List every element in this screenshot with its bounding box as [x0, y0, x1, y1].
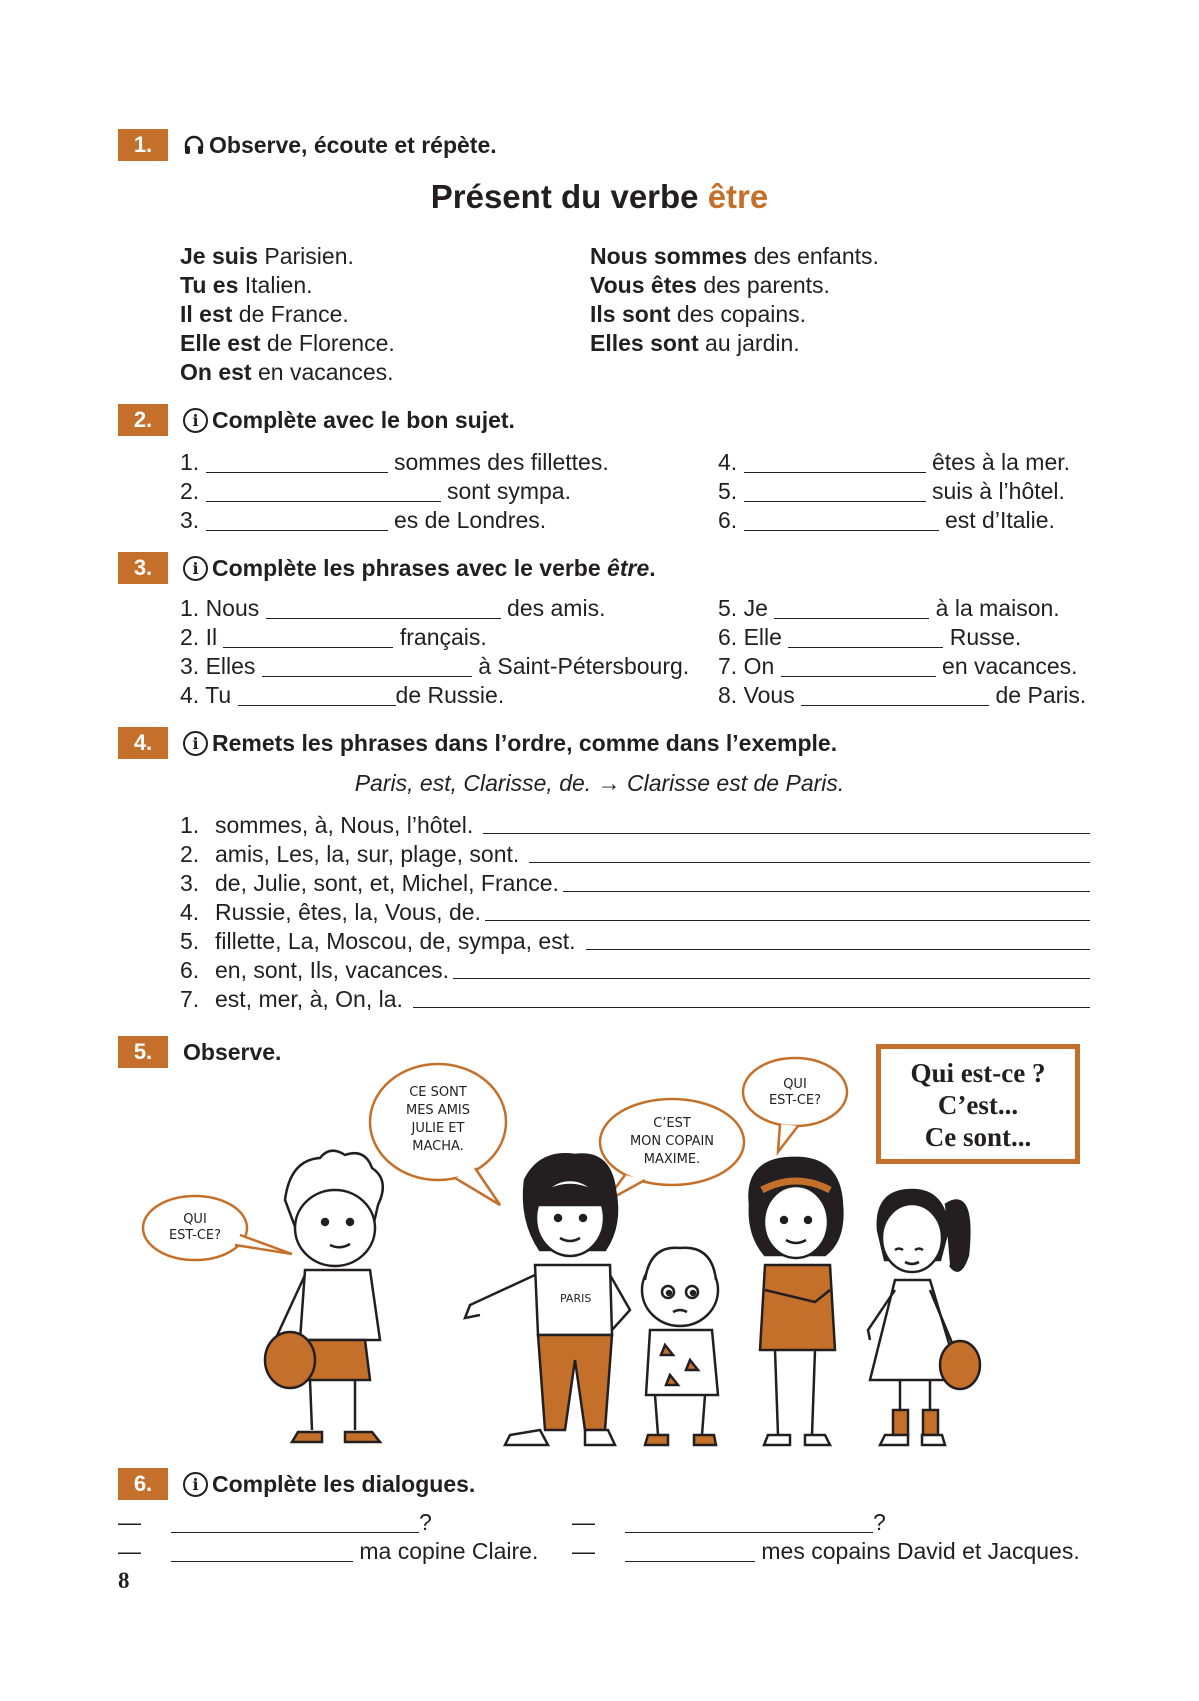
- info-icon: i: [183, 1472, 208, 1497]
- exercise-4-item: 7. est, mer, à, On, la.: [180, 985, 1090, 1014]
- conjugation-line: Ils sont des copains.: [590, 301, 807, 327]
- exercise-3-item: 1. Nous des amis.: [180, 595, 606, 621]
- children-illustration: [0, 1040, 1199, 1460]
- exercise-3-item: 6. Elle Russe.: [718, 624, 1022, 650]
- exercise-4-item: 5. fillette, La, Moscou, de, sympa, est.: [180, 927, 1090, 956]
- answer-blank[interactable]: [774, 596, 929, 619]
- conjugation-line: Je suis Parisien.: [180, 243, 354, 269]
- conjugation-plural: [590, 242, 879, 358]
- svg-text:MON COPAIN: MON COPAIN: [629, 1134, 715, 1149]
- info-icon: i: [183, 731, 208, 756]
- exercise-3-instruction: i Complète les phrases avec le verbe être.: [183, 552, 656, 584]
- speech-bubble-2: [370, 1064, 506, 1205]
- conjugation-line: Elles sont au jardin.: [590, 330, 800, 356]
- exercise-3-item: 4. Tu de Russie.: [180, 682, 505, 708]
- conjugation-singular: [180, 242, 395, 387]
- svg-text:C’EST: C’EST: [653, 1116, 691, 1131]
- info-icon: i: [183, 556, 208, 581]
- exercise-4-item: 2. amis, Les, la, sur, plage, sont.: [180, 840, 1090, 869]
- dialogue-line: — ?: [572, 1509, 886, 1535]
- answer-blank[interactable]: [206, 450, 388, 473]
- conjugation-line: Tu es Italien.: [180, 272, 313, 298]
- answer-blank[interactable]: [413, 985, 1090, 1008]
- answer-blank[interactable]: [586, 927, 1091, 950]
- conjugation-line: Elle est de Florence.: [180, 330, 395, 356]
- answer-blank[interactable]: [744, 479, 926, 502]
- title-prefix: Présent du verbe: [430, 178, 708, 215]
- exercise-3-item: 7. On en vacances.: [718, 653, 1078, 679]
- info-icon: i: [183, 408, 208, 433]
- exercise-3-item: 8. Vous de Paris.: [718, 682, 1087, 708]
- svg-text:MACHA.: MACHA.: [412, 1139, 464, 1154]
- title-verb: être: [707, 178, 769, 215]
- answer-blank[interactable]: [223, 625, 393, 648]
- svg-text:QUI: QUI: [783, 1077, 807, 1092]
- speech-bubble-3: [600, 1099, 744, 1202]
- answer-blank[interactable]: [625, 1539, 755, 1562]
- exercise-4-item: 1. sommes, à, Nous, l’hôtel.: [180, 811, 1090, 840]
- answer-blank[interactable]: [453, 956, 1090, 979]
- exercise-3-item: 2. Il français.: [180, 624, 487, 650]
- answer-blank[interactable]: [744, 508, 939, 531]
- exercise-number-4: 4.: [118, 727, 168, 759]
- exercise-2-item: 3. es de Londres.: [180, 507, 547, 533]
- exercise-number-5: 5.: [118, 1036, 168, 1068]
- child-small-boy: [642, 1248, 718, 1445]
- conjugation-line: Il est de France.: [180, 301, 349, 327]
- dialogue-line: — ?: [118, 1509, 432, 1535]
- exercise-2-item: 4. êtes à la mer.: [718, 449, 1071, 475]
- answer-blank[interactable]: [781, 654, 936, 677]
- exercise-3-item: 3. Elles à Saint-Pétersbourg.: [180, 653, 690, 679]
- exercise-6-instruction: i Complète les dialogues.: [183, 1468, 475, 1500]
- exercise-number-6: 6.: [118, 1468, 168, 1500]
- dialogue-line: — mes copains David et Jacques.: [572, 1538, 1080, 1564]
- svg-text:MES AMIS: MES AMIS: [405, 1103, 471, 1118]
- answer-blank[interactable]: [529, 840, 1090, 863]
- svg-text:JULIE ET: JULIE ET: [411, 1121, 465, 1136]
- exercise-2-item: 2. sont sympa.: [180, 478, 571, 504]
- exercise-number-2: 2.: [118, 404, 168, 436]
- exercise-2-item: 1. sommes des fillettes.: [180, 449, 609, 475]
- exercise-number-3: 3.: [118, 552, 168, 584]
- child-boy-with-bag: [265, 1151, 383, 1442]
- svg-text:EST-CE?: EST-CE?: [768, 1093, 822, 1108]
- answer-blank[interactable]: [262, 654, 472, 677]
- svg-text:CE SONT: CE SONT: [409, 1085, 467, 1100]
- answer-blank[interactable]: [744, 450, 926, 473]
- answer-blank[interactable]: [625, 1510, 873, 1533]
- answer-blank[interactable]: [171, 1510, 419, 1533]
- answer-blank[interactable]: [801, 683, 989, 706]
- exercise-2-item: 5. suis à l’hôtel.: [718, 478, 1065, 504]
- dialogue-line: — ma copine Claire.: [118, 1538, 539, 1564]
- phrase-box: Qui est-ce ? C’est... Ce sont...: [876, 1044, 1080, 1164]
- exercise-1-instruction: [183, 129, 497, 161]
- answer-blank[interactable]: [485, 898, 1090, 921]
- answer-blank[interactable]: [483, 811, 1090, 834]
- svg-text:EST-CE?: EST-CE?: [168, 1228, 222, 1243]
- conjugation-line: Vous êtes des parents.: [590, 272, 830, 298]
- headphones-icon: [183, 134, 205, 156]
- svg-text:PARIS: PARIS: [560, 1292, 592, 1305]
- exercise-4-item: 3. de, Julie, sont, et, Michel, France.: [180, 869, 1090, 898]
- svg-text:QUI: QUI: [183, 1212, 207, 1227]
- svg-text:MAXIME.: MAXIME.: [643, 1152, 701, 1167]
- conjugation-line: Nous sommes des enfants.: [590, 243, 879, 269]
- answer-blank[interactable]: [171, 1539, 353, 1562]
- grammar-title: [0, 178, 1199, 216]
- exercise-4-item: 6. en, sont, Ils, vacances.: [180, 956, 1090, 985]
- child-girl-ponytail: [868, 1190, 980, 1445]
- answer-blank[interactable]: [563, 869, 1090, 892]
- exercise-1-instruction-text: Observe, écoute et répète.: [209, 132, 497, 158]
- exercise-3-item: 5. Je à la maison.: [718, 595, 1060, 621]
- child-girl-headband: [750, 1158, 843, 1445]
- exercise-number-1: 1.: [118, 129, 168, 161]
- answer-blank[interactable]: [266, 596, 501, 619]
- exercise-2-item: 6. est d’Italie.: [718, 507, 1055, 533]
- arrow-icon: →: [597, 770, 621, 796]
- exercise-4-instruction: i Remets les phrases dans l’ordre, comme dans l’exemple.: [183, 727, 837, 759]
- exercise-2-instruction: i Complète avec le bon sujet.: [183, 404, 515, 436]
- exercise-4-example: Paris, est, Clarisse, de. → Clarisse est de Paris.: [354, 770, 845, 796]
- exercise-4-item: 4. Russie, êtes, la, Vous, de.: [180, 898, 1090, 927]
- exercise-5-instruction: Observe.: [183, 1039, 282, 1065]
- speech-bubble-4: [743, 1058, 847, 1152]
- speech-bubble-1: [143, 1196, 292, 1260]
- answer-blank[interactable]: [206, 479, 441, 502]
- answer-blank[interactable]: [206, 508, 388, 531]
- conjugation-line: On est en vacances.: [180, 359, 394, 385]
- answer-blank[interactable]: [788, 625, 943, 648]
- answer-blank[interactable]: [238, 683, 396, 706]
- page-number: 8: [118, 1568, 130, 1593]
